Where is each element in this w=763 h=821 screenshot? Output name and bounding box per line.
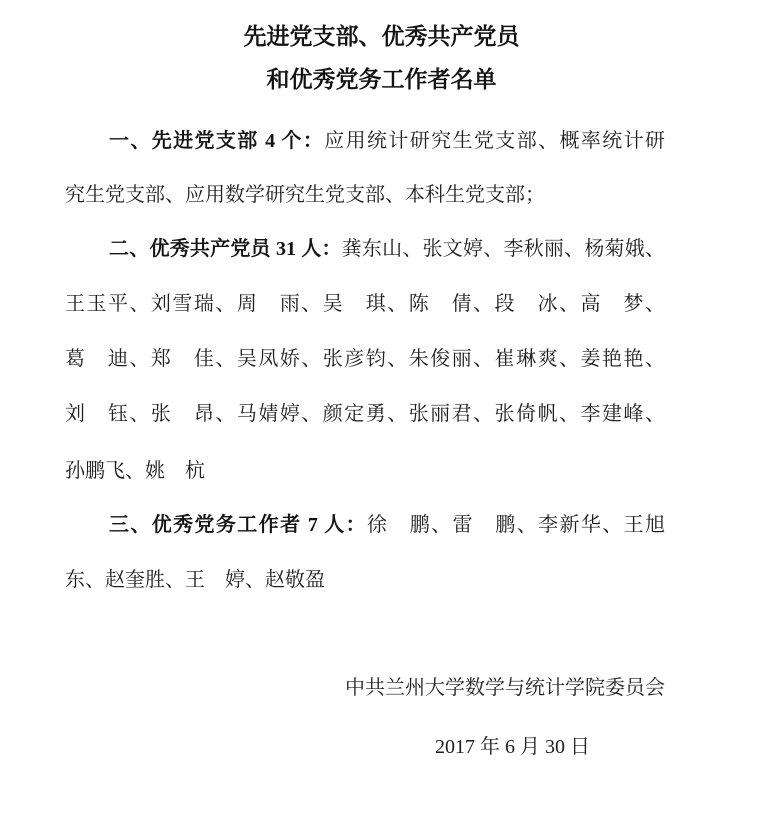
section-1-heading: 一、先进党支部 4 个：	[109, 130, 325, 152]
body-line-6	[65, 401, 665, 427]
section-3-heading: 三、优秀党务工作者 7 人：	[109, 514, 367, 536]
section-2-names-row-1: 龚东山、张文婷、李秋丽、杨菊娥、	[341, 238, 666, 260]
body-line-1	[65, 128, 665, 154]
section-2-names-row-5: 孙鹏飞、姚 杭	[65, 460, 205, 482]
body-line-7	[65, 458, 665, 484]
section-2-names-row-2: 王玉平、刘雪瑞、周 雨、吴 琪、陈 倩、段 冰、高 梦、	[65, 293, 665, 315]
body-line-2	[65, 182, 665, 208]
document-title-line-1: 先进党支部、优秀共产党员	[243, 23, 520, 49]
section-3-names-row-2: 东、赵奎胜、王 婷、赵敬盈	[65, 569, 325, 591]
body-line-3	[65, 236, 665, 262]
section-2-heading: 二、优秀共产党员 31 人：	[109, 238, 342, 260]
body-line-5	[65, 346, 665, 372]
document-title-line-2: 和优秀党务工作者名单	[266, 66, 497, 92]
section-1-text-cont: 究生党支部、应用数学研究生党支部、本科生党支部；	[65, 184, 545, 206]
section-1-text: 应用统计研究生党支部、概率统计研	[324, 130, 666, 152]
body-line-4	[65, 291, 665, 317]
body-line-9	[65, 567, 665, 593]
section-3-names-row-1: 徐 鹏、雷 鹏、李新华、王旭	[367, 514, 665, 536]
date-line: 2017 年 6 月 30 日	[435, 736, 590, 758]
signature-line: 中共兰州大学数学与统计学院委员会	[345, 677, 665, 699]
section-2-names-row-3: 葛 迪、郑 佳、吴凤娇、张彦钧、朱俊丽、崔琳爽、姜艳艳、	[65, 348, 665, 370]
section-2-names-row-4: 刘 钰、张 昂、马婧婷、颜定勇、张丽君、张倚帆、李建峰、	[65, 403, 665, 425]
body-line-8	[65, 512, 665, 538]
